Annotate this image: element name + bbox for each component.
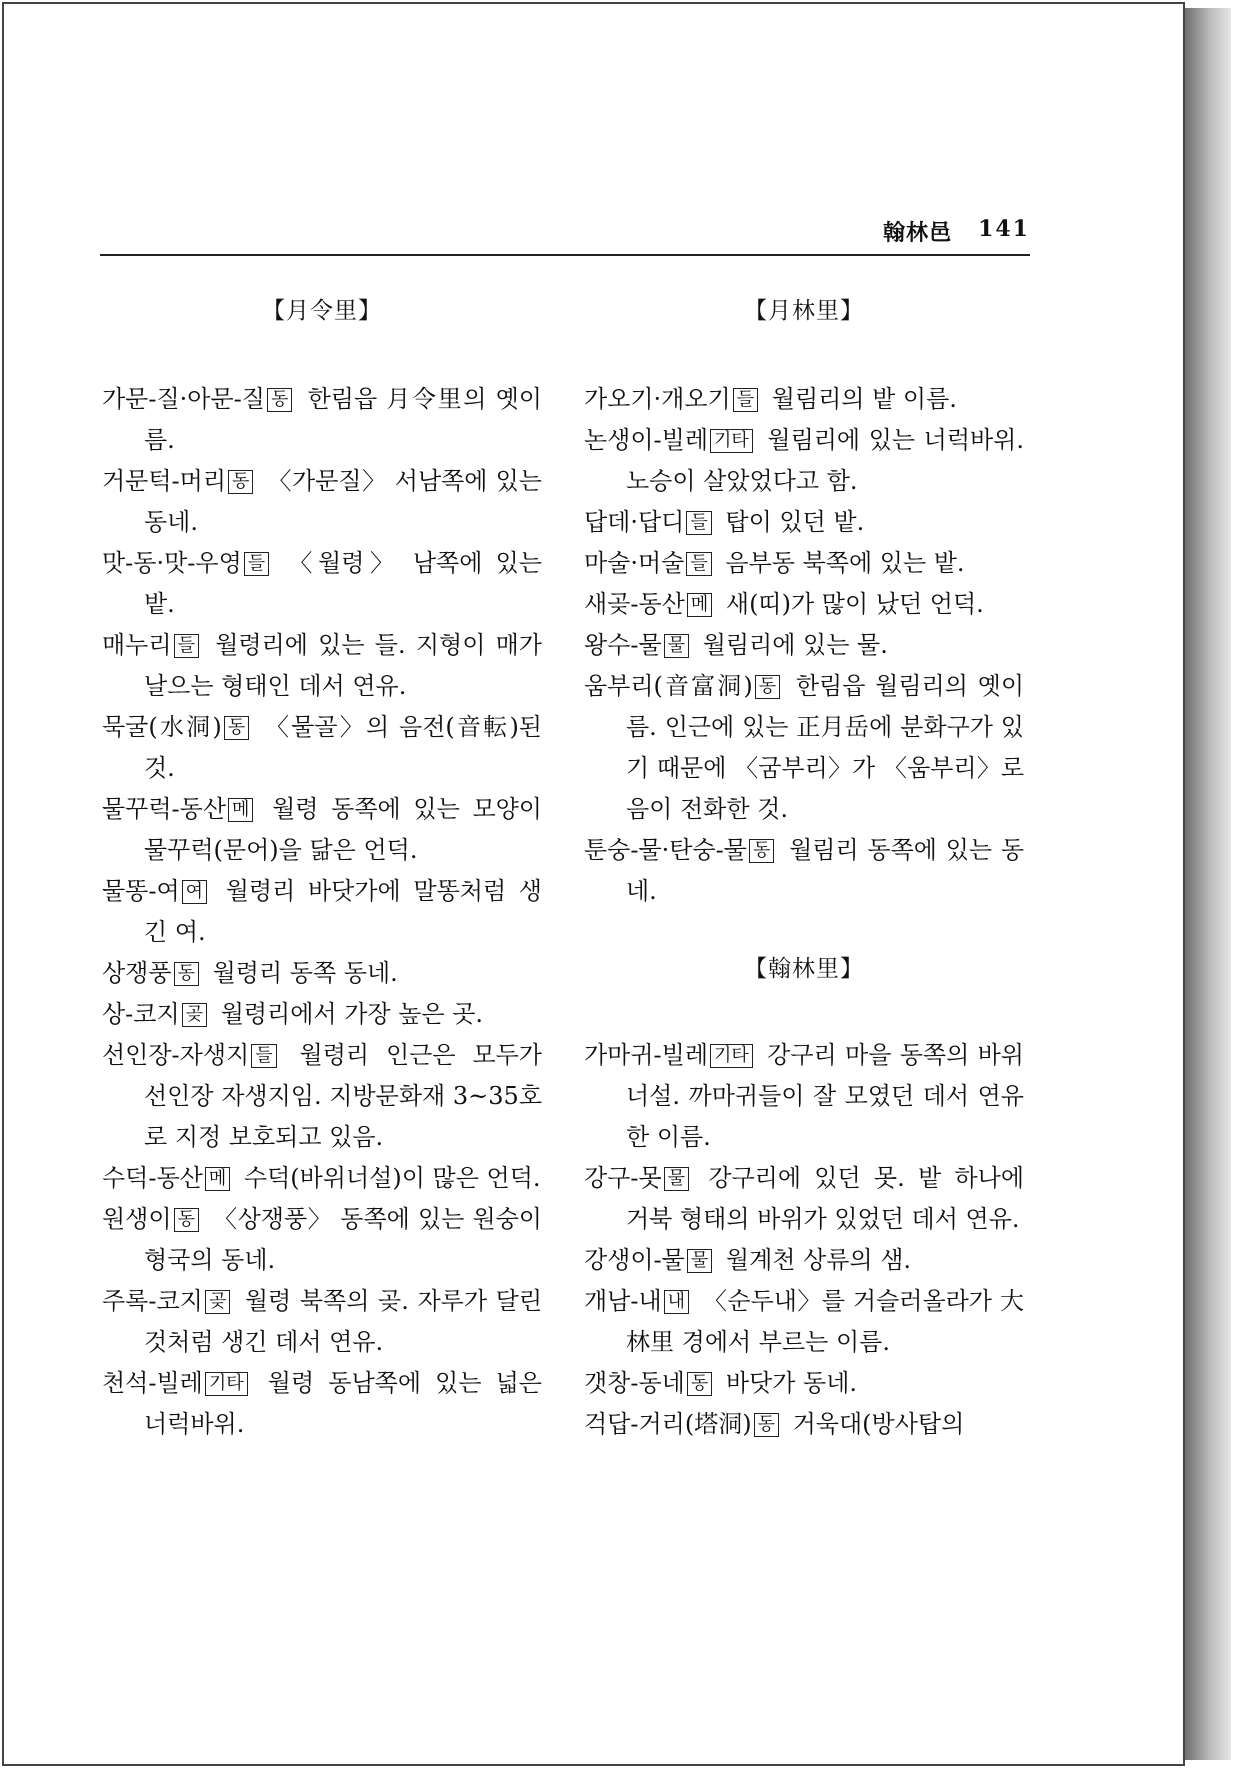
entry-term: 강구-못 bbox=[584, 1164, 662, 1192]
category-tag: 동 bbox=[224, 716, 249, 740]
entry-description: 월령 북쪽의 곶. 자루가 달린 것처럼 생긴 데서 연유. bbox=[144, 1287, 542, 1356]
entry-term: 강생이-물 bbox=[584, 1246, 685, 1274]
entry-description: 월림리에 있는 너럭바위. 노승이 살았었다고 함. bbox=[626, 426, 1024, 495]
glossary-entry bbox=[102, 994, 542, 1035]
entry-term: 가오기·개오기 bbox=[584, 385, 731, 413]
glossary-entry bbox=[102, 1199, 542, 1281]
section-heading-wollyeong: 【月令里】 bbox=[262, 298, 382, 324]
entry-description: 월령리 동쪽 동네. bbox=[204, 959, 398, 987]
category-tag: 내 bbox=[664, 1290, 689, 1314]
entry-description: 월령리에서 가장 높은 곳. bbox=[213, 1000, 484, 1028]
entry-description: 〈가문질〉 서남쪽에 있는 동네. bbox=[144, 467, 542, 536]
entry-term: 매누리 bbox=[102, 631, 172, 659]
entry-description: 월령리 바닷가에 말똥처럼 생긴 여. bbox=[144, 877, 542, 946]
glossary-entry bbox=[584, 1035, 1024, 1158]
glossary-entry bbox=[584, 1404, 1024, 1445]
entry-description: 월림리 동쪽에 있는 동네. bbox=[626, 836, 1024, 905]
entry-term: 묵굴(水洞) bbox=[102, 713, 222, 741]
glossary-entry bbox=[584, 543, 1024, 584]
entry-term: 천석-빌레 bbox=[102, 1369, 203, 1397]
category-tag: 들 bbox=[251, 1044, 276, 1068]
category-tag: 들 bbox=[174, 634, 199, 658]
entry-term: 개남-내 bbox=[584, 1287, 662, 1315]
page-number: 141 bbox=[978, 216, 1030, 242]
entry-description: 음부동 북쪽에 있는 밭. bbox=[717, 549, 965, 577]
entry-description: 한림읍 월림리의 옛이름. 인근에 있는 正月岳에 분화구가 있기 때문에 〈굼부리〉가 〈움부리〉로 음이 전화한 것. bbox=[626, 672, 1025, 823]
entry-term: 답데·답디 bbox=[584, 508, 685, 536]
category-tag: 들 bbox=[686, 511, 711, 535]
entry-term: 수덕-동산 bbox=[102, 1164, 203, 1192]
category-tag: 메 bbox=[228, 798, 253, 822]
category-tag: 동 bbox=[687, 1372, 712, 1396]
glossary-entry bbox=[584, 1281, 1024, 1363]
entry-term: 선인장-자생지 bbox=[102, 1041, 250, 1069]
entry-list bbox=[102, 379, 542, 1445]
entry-term: 툰숭-물·탄숭-물 bbox=[584, 836, 747, 864]
entry-description: 강구리에 있던 못. 밭 하나에 거북 형태의 바위가 있었던 데서 연유. bbox=[626, 1164, 1024, 1233]
right-column bbox=[584, 256, 1024, 1445]
glossary-entry bbox=[102, 1281, 542, 1363]
category-tag: 메 bbox=[205, 1167, 230, 1191]
entry-description: 새(띠)가 많이 났던 언덕. bbox=[718, 590, 984, 618]
glossary-entry bbox=[584, 379, 1024, 420]
entry-term: 왕수-물 bbox=[584, 631, 662, 659]
glossary-entry bbox=[102, 543, 542, 625]
entry-term: 새곶-동산 bbox=[584, 590, 685, 618]
entry-description: 월계천 상류의 샘. bbox=[718, 1246, 912, 1274]
entry-description: 탑이 있던 밭. bbox=[717, 508, 865, 536]
glossary-entry bbox=[584, 584, 1024, 625]
glossary-entry bbox=[584, 420, 1024, 502]
entry-term: 맛-동·맛-우영 bbox=[102, 549, 242, 577]
entry-term: 가문-질·아문-질 bbox=[102, 385, 265, 413]
entry-description: 〈상쟁풍〉 동쪽에 있는 원숭이 형국의 동네. bbox=[144, 1205, 542, 1274]
entry-list bbox=[584, 1035, 1024, 1445]
category-tag: 동 bbox=[174, 962, 199, 986]
category-tag: 물 bbox=[664, 1167, 689, 1191]
glossary-entry bbox=[102, 461, 542, 543]
page-edge-shadow bbox=[1185, 8, 1231, 1760]
glossary-entry bbox=[102, 707, 542, 789]
glossary-entry bbox=[102, 1035, 542, 1158]
glossary-entry bbox=[102, 1158, 542, 1199]
category-tag: 들 bbox=[733, 388, 758, 412]
category-tag: 곶 bbox=[182, 1003, 207, 1027]
entry-term: 움부리(音富洞) bbox=[584, 672, 753, 700]
entry-description: 바닷가 동네. bbox=[718, 1369, 858, 1397]
glossary-entry bbox=[584, 830, 1024, 912]
glossary-entry bbox=[584, 666, 1024, 830]
category-tag: 들 bbox=[686, 552, 711, 576]
glossary-entry bbox=[102, 379, 542, 461]
entry-description: 강구리 마을 동쪽의 바위너설. 까마귀들이 잘 모였던 데서 연유한 이름. bbox=[626, 1041, 1024, 1151]
left-column bbox=[102, 256, 542, 1445]
entry-description: 〈월령〉 남쪽에 있는 밭. bbox=[144, 549, 542, 618]
glossary-entry bbox=[584, 1240, 1024, 1281]
category-tag: 동 bbox=[749, 839, 774, 863]
category-tag: 들 bbox=[244, 552, 269, 576]
category-tag: 물 bbox=[664, 634, 689, 658]
category-tag: 기타 bbox=[710, 1044, 753, 1068]
book-page bbox=[2, 2, 1185, 1766]
entry-description: 한림읍 月令里의 옛이름. bbox=[144, 385, 542, 454]
glossary-entry bbox=[102, 871, 542, 953]
entry-list bbox=[584, 379, 1024, 912]
entry-term: 걱답-거리(塔洞) bbox=[584, 1410, 752, 1438]
category-tag: 여 bbox=[182, 880, 207, 904]
glossary-entry bbox=[102, 789, 542, 871]
entry-description: 월령 동남쪽에 있는 넓은 너럭바위. bbox=[144, 1369, 542, 1438]
entry-description: 월림리에 있는 물. bbox=[695, 631, 888, 659]
category-tag: 동 bbox=[174, 1208, 199, 1232]
entry-term: 물똥-여 bbox=[102, 877, 180, 905]
entry-term: 원생이 bbox=[102, 1205, 172, 1233]
glossary-entry bbox=[584, 625, 1024, 666]
category-tag: 동 bbox=[755, 675, 780, 699]
entry-term: 갯창-동네 bbox=[584, 1369, 685, 1397]
entry-term: 마술·머술 bbox=[584, 549, 685, 577]
glossary-entry bbox=[102, 1363, 542, 1445]
entry-term: 상쟁풍 bbox=[102, 959, 172, 987]
header-title: 翰林邑 bbox=[882, 220, 952, 246]
entry-term: 상-코지 bbox=[102, 1000, 180, 1028]
entry-term: 주록-코지 bbox=[102, 1287, 203, 1315]
glossary-entry bbox=[584, 502, 1024, 543]
entry-description: 월령리 인근은 모두가 선인장 자생지임. 지방문화재 3~35호로 지정 보호되고 있음. bbox=[144, 1041, 542, 1151]
entry-description: 〈순두내〉를 거슬러올라가 大林里 경에서 부르는 이름. bbox=[626, 1287, 1024, 1356]
entry-term: 물꾸럭-동산 bbox=[102, 795, 227, 823]
category-tag: 기타 bbox=[710, 429, 753, 453]
category-tag: 동 bbox=[228, 470, 253, 494]
category-tag: 메 bbox=[687, 593, 712, 617]
running-header bbox=[100, 214, 1030, 256]
glossary-entry bbox=[102, 625, 542, 707]
entry-description: 월령 동쪽에 있는 모양이 물꾸럭(문어)을 닮은 언덕. bbox=[144, 795, 542, 864]
entry-description: 월림리의 밭 이름. bbox=[764, 385, 957, 413]
category-tag: 곶 bbox=[205, 1290, 230, 1314]
entry-term: 가마귀-빌레 bbox=[584, 1041, 709, 1069]
section-heading-hallim: 【翰林里】 bbox=[744, 956, 864, 982]
category-tag: 물 bbox=[687, 1249, 712, 1273]
category-tag: 동 bbox=[754, 1413, 779, 1437]
section-heading-wollim: 【月林里】 bbox=[744, 298, 864, 324]
category-tag: 동 bbox=[267, 388, 292, 412]
entry-description: 〈물골〉의 음전(音転)된 것. bbox=[144, 713, 542, 782]
glossary-entry bbox=[584, 1363, 1024, 1404]
entry-description: 월령리에 있는 들. 지형이 매가 날으는 형태인 데서 연유. bbox=[144, 631, 542, 700]
entry-term: 거문턱-머리 bbox=[102, 467, 227, 495]
entry-description: 거욱대(방사탑의 bbox=[784, 1410, 965, 1438]
entry-description: 수덕(바위너설)이 많은 언덕. bbox=[236, 1164, 541, 1192]
category-tag: 기타 bbox=[205, 1372, 248, 1396]
entry-term: 논생이-빌레 bbox=[584, 426, 709, 454]
glossary-entry bbox=[584, 1158, 1024, 1240]
glossary-entry bbox=[102, 953, 542, 994]
